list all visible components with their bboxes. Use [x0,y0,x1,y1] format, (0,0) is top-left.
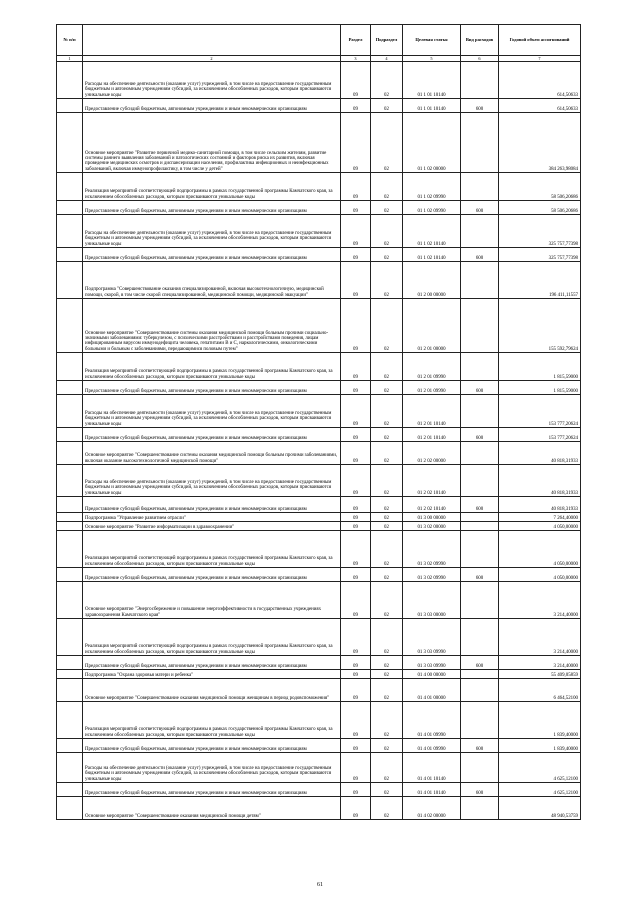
row-num [57,568,83,582]
row-volume: 4 625,12100 [499,753,581,783]
row-name: Основное мероприятие "Энергосбережение и повышение энергоэффективности в государственных учреждениях здравоохранения Камчатского края" [83,582,341,619]
row-subsection: 02 [371,113,403,173]
table-row [57,353,581,381]
row-target: 01 3 00 00000 [403,513,461,522]
row-target: 01 2 01 10140 [403,395,461,428]
row-target: 01 4 00 00000 [403,670,461,679]
row-volume: 6 464,52100 [499,679,581,702]
row-expense [461,442,499,465]
row-num [57,670,83,679]
row-subsection: 02 [371,395,403,428]
row-volume: 3 214,40000 [499,582,581,619]
row-expense: 600 [461,497,499,513]
row-name: Предоставление субсидий бюджетным, автономным учреждениям и иным некоммерческим организациям [83,248,341,262]
row-expense [461,299,499,353]
row-name: Предоставление субсидий бюджетным, автономным учреждениям и иным некоммерческим организациям [83,381,341,395]
row-subsection: 02 [371,531,403,568]
row-expense [461,62,499,99]
row-section: 09 [341,395,371,428]
row-num [57,465,83,497]
row-volume: 155 592,79624 [499,299,581,353]
table-row [57,99,581,113]
row-target: 01 4 01 10140 [403,783,461,797]
row-section: 09 [341,797,371,820]
row-expense [461,215,499,248]
row-subsection: 02 [371,582,403,619]
row-section: 09 [341,353,371,381]
row-section: 09 [341,215,371,248]
row-target: 01 4 01 00000 [403,679,461,702]
row-num [57,381,83,395]
row-expense [461,173,499,201]
row-volume: 4 050,00000 [499,522,581,531]
row-expense: 600 [461,428,499,442]
row-num [57,299,83,353]
row-num [57,753,83,783]
row-volume: 48 940,53759 [499,797,581,820]
row-subsection: 02 [371,299,403,353]
row-expense [461,513,499,522]
row-name: Предоставление субсидий бюджетным, автономным учреждениям и иным некоммерческим организациям [83,783,341,797]
budget-table [56,24,581,820]
col-number: 7 [499,56,581,62]
row-subsection: 02 [371,513,403,522]
row-expense [461,679,499,702]
row-name: Основное мероприятие "Совершенствование оказания медицинской помощи детям" [83,797,341,820]
row-expense [461,522,499,531]
table-row [57,619,581,656]
table-row [57,739,581,753]
row-section: 09 [341,497,371,513]
row-target: 01 2 01 10140 [403,428,461,442]
row-target: 01 1 02 10140 [403,215,461,248]
row-section: 09 [341,670,371,679]
row-target: 01 2 02 00000 [403,442,461,465]
row-name: Расходы на обеспечение деятельности (оказание услуг) учреждений, в том числе на предоставление государственным бюджетным и автономным учреждениям субсидий, за исключением обособленных расходов, которым присваиваются уникальные коды [83,465,341,497]
row-name: Реализация мероприятий соответствующей подпрограммы в рамках государственной программы Камчатского края, за исключением обособленных расходов, которым присваиваются уникальные коды [83,619,341,656]
row-name: Основное мероприятие "Развитие первичной медико-санитарной помощи, в том числе сельским жителям, развитие системы раннего выявления заболеваний и патологических состояний и факторов риска их развития, включая проведение медицинских осмотров и диспансеризации населения, профилактика инфекционных и неинфекционных заболеваний, включая иммунопрофилактику, в том числе у детей" [83,113,341,173]
table-row [57,113,581,173]
table-row [57,522,581,531]
row-section: 09 [341,113,371,173]
row-num [57,513,83,522]
row-section: 09 [341,739,371,753]
row-expense: 600 [461,783,499,797]
table-row [57,783,581,797]
row-target: 01 2 02 10140 [403,465,461,497]
header-name [83,25,341,56]
row-target: 01 4 01 10140 [403,753,461,783]
row-subsection: 02 [371,173,403,201]
row-target: 01 4 02 00000 [403,797,461,820]
table-row [57,442,581,465]
row-expense: 600 [461,381,499,395]
row-volume: 325 757,77398 [499,215,581,248]
row-expense [461,582,499,619]
row-target: 01 4 01 09990 [403,739,461,753]
row-volume: 614,50633 [499,62,581,99]
table-row [57,62,581,99]
table-header-row [57,25,581,56]
row-subsection: 02 [371,619,403,656]
row-name: Предоставление субсидий бюджетным, автономным учреждениям и иным некоммерческим организациям [83,656,341,670]
row-target: 01 4 01 09990 [403,702,461,739]
row-section: 09 [341,201,371,215]
row-section: 09 [341,568,371,582]
row-subsection: 02 [371,62,403,99]
row-name: Подпрограмма "Управление развитием отрасли" [83,513,341,522]
row-expense [461,113,499,173]
row-num [57,702,83,739]
row-subsection: 02 [371,497,403,513]
row-target: 01 1 02 10140 [403,248,461,262]
row-subsection: 02 [371,670,403,679]
row-expense [461,702,499,739]
row-num [57,739,83,753]
header-expense: Вид расходов [461,25,499,56]
col-number: 6 [461,56,499,62]
table-row [57,513,581,522]
page-number: 61 [317,882,323,888]
row-section: 09 [341,582,371,619]
table-row [57,395,581,428]
row-target: 01 2 01 09990 [403,381,461,395]
row-volume: 4 050,00000 [499,568,581,582]
row-name: Расходы на обеспечение деятельности (оказание услуг) учреждений, в том числе на предоставление государственным бюджетным и автономным учреждениям субсидий, за исключением обособленных расходов, которым присваиваются уникальные коды [83,753,341,783]
row-expense: 600 [461,201,499,215]
header-subsection: Подраздел [371,25,403,56]
row-name: Предоставление субсидий бюджетным, автономным учреждениям и иным некоммерческим организациям [83,99,341,113]
row-section: 09 [341,248,371,262]
row-target: 01 2 01 00000 [403,299,461,353]
table-row [57,531,581,568]
row-name: Предоставление субсидий бюджетным, автономным учреждениям и иным некоммерческим организациям [83,568,341,582]
row-expense [461,753,499,783]
row-target: 01 1 02 00000 [403,113,461,173]
row-num [57,173,83,201]
header-num: № п/п [57,25,83,56]
col-number: 1 [57,56,83,62]
row-expense: 600 [461,99,499,113]
table-row [57,568,581,582]
col-number: 4 [371,56,403,62]
row-num [57,99,83,113]
row-volume: 58 506,20686 [499,173,581,201]
row-volume: 384 263,98084 [499,113,581,173]
row-num [57,201,83,215]
row-subsection: 02 [371,656,403,670]
table-row [57,656,581,670]
row-subsection: 02 [371,679,403,702]
row-target: 01 2 01 09990 [403,353,461,381]
row-subsection: 02 [371,783,403,797]
row-target: 01 1 01 10140 [403,99,461,113]
row-expense [461,531,499,568]
header-section: Раздел [341,25,371,56]
col-number: 2 [83,56,341,62]
row-num [57,113,83,173]
row-num [57,531,83,568]
row-volume: 58 506,20686 [499,201,581,215]
row-num [57,248,83,262]
row-volume: 1 815,59000 [499,381,581,395]
row-volume: 55 409,05859 [499,670,581,679]
row-section: 09 [341,656,371,670]
row-volume: 325 757,77398 [499,248,581,262]
row-expense: 600 [461,739,499,753]
row-num [57,797,83,820]
row-section: 09 [341,442,371,465]
row-section: 09 [341,753,371,783]
table-row [57,753,581,783]
row-subsection: 02 [371,442,403,465]
table-row [57,201,581,215]
row-expense [461,353,499,381]
row-section: 09 [341,702,371,739]
row-num [57,215,83,248]
table-row [57,299,581,353]
row-volume: 1 815,59000 [499,353,581,381]
row-target: 01 1 02 09990 [403,173,461,201]
col-number: 3 [341,56,371,62]
row-subsection: 02 [371,201,403,215]
row-name: Реализация мероприятий соответствующей подпрограммы в рамках государственной программы Камчатского края, за исключением обособленных расходов, которым присваиваются уникальные коды [83,531,341,568]
row-volume: 40 818,31933 [499,497,581,513]
row-name: Подпрограмма "Совершенствование оказания специализированной, включая высокотехнологичную, медицинской помощи, скорой, в том числе скорой специализированной, медицинской помощи, медицинской эвакуации" [83,262,341,299]
row-section: 09 [341,522,371,531]
row-expense [461,619,499,656]
row-subsection: 02 [371,262,403,299]
row-name: Подпрограмма "Охрана здоровья матери и ребенка" [83,670,341,679]
row-name: Расходы на обеспечение деятельности (оказание услуг) учреждений, в том числе на предоставление государственным бюджетным и автономным учреждениям субсидий, за исключением обособленных расходов, которым присваиваются уникальные коды [83,395,341,428]
row-target: 01 1 02 09990 [403,201,461,215]
table-row [57,702,581,739]
row-num [57,656,83,670]
table-row [57,381,581,395]
col-number: 5 [403,56,461,62]
row-target: 01 1 01 10140 [403,62,461,99]
row-expense: 600 [461,248,499,262]
row-section: 09 [341,262,371,299]
row-section: 09 [341,99,371,113]
row-subsection: 02 [371,353,403,381]
row-target: 01 3 03 09990 [403,619,461,656]
row-volume: 4 625,12100 [499,783,581,797]
row-subsection: 02 [371,99,403,113]
row-target: 01 2 00 00000 [403,262,461,299]
table-row [57,465,581,497]
row-subsection: 02 [371,739,403,753]
row-num [57,522,83,531]
row-section: 09 [341,679,371,702]
row-num [57,62,83,99]
row-target: 01 3 03 09990 [403,656,461,670]
row-section: 09 [341,513,371,522]
row-expense [461,797,499,820]
row-volume: 3 214,40000 [499,619,581,656]
row-num [57,619,83,656]
row-target: 01 3 03 00000 [403,582,461,619]
row-name: Расходы на обеспечение деятельности (оказание услуг) учреждений, в том числе на предоставление государственным бюджетным и автономным учреждениям субсидий, за исключением обособленных расходов, которым присваиваются уникальные коды [83,62,341,99]
row-volume: 153 777,20624 [499,428,581,442]
row-num [57,679,83,702]
row-volume: 614,50633 [499,99,581,113]
table-row [57,670,581,679]
row-name: Предоставление субсидий бюджетным, автономным учреждениям и иным некоммерческим организациям [83,739,341,753]
row-expense [461,670,499,679]
table-row [57,582,581,619]
row-name: Основное мероприятие "Совершенствование системы оказания медицинской помощи больным прочими заболеваниями, включая оказание высокотехнологичной медицинской помощи" [83,442,341,465]
row-section: 09 [341,619,371,656]
row-subsection: 02 [371,465,403,497]
row-subsection: 02 [371,702,403,739]
row-section: 09 [341,465,371,497]
table-row [57,497,581,513]
row-section: 09 [341,62,371,99]
row-name: Предоставление субсидий бюджетным, автономным учреждениям и иным некоммерческим организациям [83,497,341,513]
row-volume: 1 839,40000 [499,702,581,739]
row-subsection: 02 [371,797,403,820]
row-num [57,497,83,513]
row-expense [461,465,499,497]
table-row [57,173,581,201]
row-volume: 40 818,31933 [499,442,581,465]
table-row [57,428,581,442]
table-row [57,262,581,299]
table-row [57,215,581,248]
row-volume: 40 818,31933 [499,465,581,497]
row-expense: 600 [461,656,499,670]
row-num [57,353,83,381]
row-num [57,582,83,619]
row-target: 01 3 02 09990 [403,531,461,568]
row-expense [461,262,499,299]
row-num [57,783,83,797]
row-name: Основное мероприятие "Совершенствование оказания медицинской помощи женщинам в период родовспоможения" [83,679,341,702]
row-name: Реализация мероприятий соответствующей подпрограммы в рамках государственной программы Камчатского края, за исключением обособленных расходов, которым присваиваются уникальные коды [83,173,341,201]
row-subsection: 02 [371,753,403,783]
row-num [57,428,83,442]
table-row [57,679,581,702]
row-subsection: 02 [371,568,403,582]
table-row [57,248,581,262]
row-name: Предоставление субсидий бюджетным, автономным учреждениям и иным некоммерческим организациям [83,428,341,442]
row-name: Основное мероприятие "Развитие информатизации в здравоохранении" [83,522,341,531]
row-section: 09 [341,428,371,442]
row-num [57,395,83,428]
header-target: Целевая статья [403,25,461,56]
row-section: 09 [341,531,371,568]
row-section: 09 [341,299,371,353]
row-target: 01 2 02 10140 [403,497,461,513]
row-subsection: 02 [371,522,403,531]
row-volume: 153 777,20624 [499,395,581,428]
row-num [57,442,83,465]
row-target: 01 3 02 00000 [403,522,461,531]
header-volume: Годовой объем ассигнований [499,25,581,56]
row-name: Расходы на обеспечение деятельности (оказание услуг) учреждений, в том числе на предоставление государственным бюджетным и автономным учреждениям субсидий, за исключением обособленных расходов, которым присваиваются уникальные коды [83,215,341,248]
row-subsection: 02 [371,248,403,262]
row-volume: 7 264,40000 [499,513,581,522]
row-name: Реализация мероприятий соответствующей подпрограммы в рамках государственной программы Камчатского края, за исключением обособленных расходов, которым присваиваются уникальные коды [83,353,341,381]
table-row [57,797,581,820]
row-expense [461,395,499,428]
row-expense: 600 [461,568,499,582]
row-section: 09 [341,173,371,201]
row-name: Предоставление субсидий бюджетным, автономным учреждениям и иным некоммерческим организациям [83,201,341,215]
row-volume: 1 839,40000 [499,739,581,753]
row-target: 01 3 02 09990 [403,568,461,582]
row-num [57,262,83,299]
row-name: Реализация мероприятий соответствующей подпрограммы в рамках государственной программы Камчатского края, за исключением обособленных расходов, которым присваиваются уникальные коды [83,702,341,739]
row-subsection: 02 [371,381,403,395]
row-volume: 4 050,00000 [499,531,581,568]
row-subsection: 02 [371,215,403,248]
table-body [57,62,581,820]
row-section: 09 [341,381,371,395]
row-name: Основное мероприятие "Совершенствование системы оказания медицинской помощи больным прочими социально-значимыми заболеваниями: туберкулезом, с психическими расстройствами и расстройствами поведения, лицам инфицированным вирусом иммунодефицита человека, гепатитами B и C, наркологическими, онкологическими больными и больным с заболеваниями, передающимися половым путем" [83,299,341,353]
row-volume: 196 411,11557 [499,262,581,299]
row-volume: 3 214,40000 [499,656,581,670]
row-subsection: 02 [371,428,403,442]
row-section: 09 [341,783,371,797]
